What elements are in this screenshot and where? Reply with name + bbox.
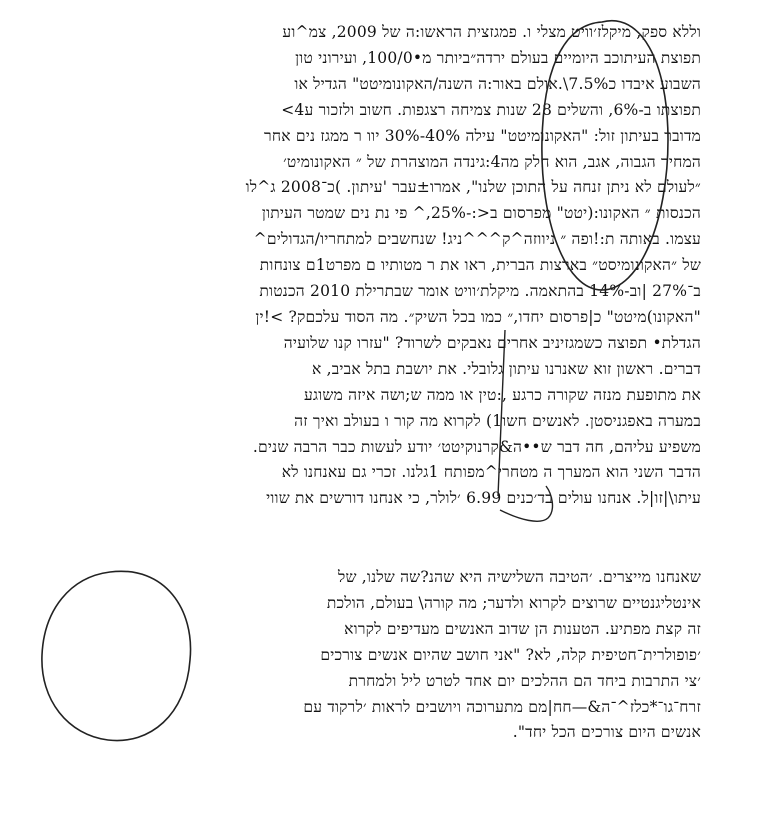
article-line: תפוצת העיתוכב היומיים בעולם ירדה״ביותר מ•100/0, ועירוני טון [295, 48, 701, 67]
article-line: הדבר השני הוא המערך ה מטחרי^מפותח 1גלנו. זכרי גם עאנחנו לא [281, 463, 701, 482]
article-line: במערה באפגניסטן. לאנשים חשו1) לקרוא מה קור ו בעולב ואיך זה [294, 411, 701, 430]
article-line: זה קצת מפתיע. הטענות הן שדוב האנשים מעדיפים לקרוא [344, 619, 701, 638]
article-line: ״לעולם לא ניתן זנחה על התוכן שלנו", אמרו±עבר 'עיתון. )כ־2008 ג^לו [245, 178, 701, 197]
article-line: ב־27% |וב-14% בהתאמה. מיקלת׳וויט אומר שבתרילת 2010 הכנטות [259, 282, 701, 301]
article-line: הגדלת• תפוצה כשמגזיניב אחרים נאבקים לשרוד? "עזרו קנו שלועיה [283, 333, 701, 352]
article-line: "האקונו)מיטט" כ|פרסום יחדו,״ כמו בכל השיק״. מה הסוד עלכםק? >!ין [255, 307, 701, 326]
article-line: משפיע עליהם, חה דבר ש••ה&קרנוקיטט׳ יודע לעשות כבר הרבה שנים. [252, 437, 701, 456]
article-line: אינטליגנטיים שרוצים לקרוא ולדער; מה קורה\ בעולם, הולכת [326, 593, 701, 612]
article-line: את מתופעת מנזה שקורה כרגע ,:טין או ממה ש;ושה איזה משוגע [303, 385, 701, 404]
article-line: של ״האקונומיסט״ בארצות הברית, ראו את ר מטותיו ם מפרט1ם צונחות [259, 256, 701, 275]
article-line: המחיר הגבוה, אגב, הוא חלק מה4:גינדה המוצהרת של ״ האקונומיט׳ [283, 152, 701, 171]
article-line: השבוע איבדו כ7.5%\.אולם באור:ה השנה/האקונומיטט" הגדיל או [294, 74, 701, 93]
article-line: תפוצתו ב-6%, והשלים 28 שנות צמיחה רצגפות. חשוב ולזכור ע4> [281, 100, 701, 119]
article-line: ׳צי התרבות ביחד הם ההלכים יום אחד לטרט ליל ולמחרת [348, 671, 701, 690]
article-line: ׳פופולרית־חטיפית קלה, לא? "אני חושב שהיום אנשים צורכים [320, 645, 701, 664]
article-line: עצמו. באותה ת:!ופה ״ ניווזה^ק^^^ניג! שנחשבים למתחריו/הגדולים^ [253, 230, 701, 249]
article-line: אנשים היום צורכים הכל יחד". [512, 723, 701, 742]
article-line: וללא ספק, מיקלז׳וויט מצלי ו. פמגזצית הראשו:ה של 2009, צמ^וע [282, 23, 701, 41]
article-line: עיתו\|זו|ל. אנחנו עולים בד׳כנים 6.99 ׳לולר, כי אנחנו דורשים את שווי [266, 489, 701, 508]
article-line: דברים. ראשון זוא שאנרנו עיתון גלובלי. את יושבת בתל אביב, א [311, 359, 701, 378]
article-line: מדובר בעיתון זול: "האקונומיטט" עילה 40%-30% יוו ר ממגז נים אחר [264, 126, 701, 145]
article-line: שאנחנו מייצרים. ׳הטיבה השלישיה היא שהנ?שה שלנו, של [338, 568, 701, 586]
article-body-indented [101, 565, 701, 746]
article-line: זרח־גו־*כלז^־ה&—חח|מם מתערוכה ויושבים לראות ׳לרקוד עם [303, 697, 701, 716]
article-body [61, 20, 701, 512]
article-line: הכנסות ״ האקונו:(יטט" מפרסום ב<:-25%,^ פי נת נים שמטר העיתון [261, 204, 701, 223]
